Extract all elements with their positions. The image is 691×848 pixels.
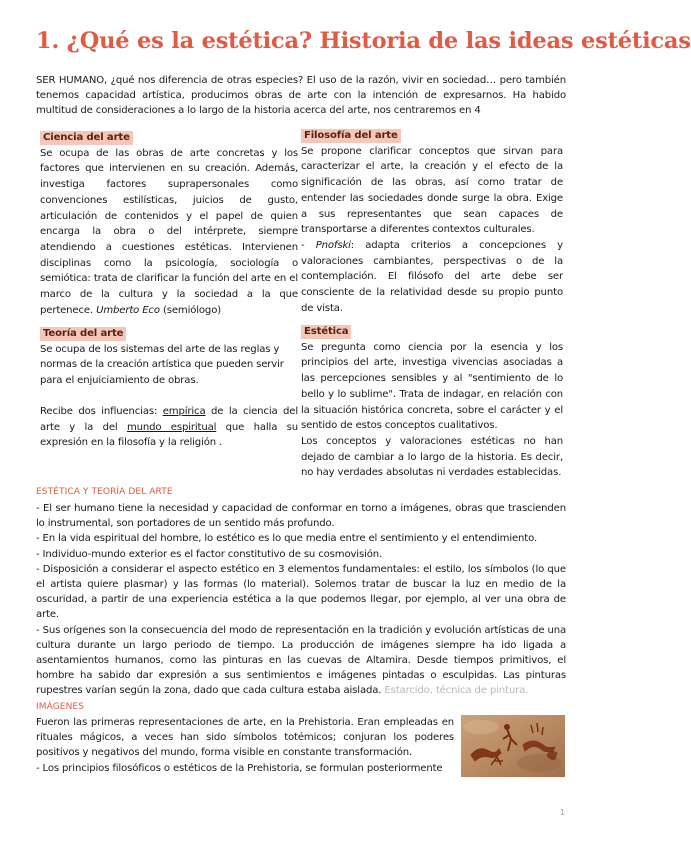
ciencia-author-note: (semiólogo) [162,304,222,316]
page-number: 1 [560,808,566,817]
filosofia-section [301,128,563,316]
filosofia-heading: Filosofía del arte [301,129,401,143]
ciencia-text: Se ocupa de las obras de arte concretas y los factores que intervienen en su creación. Además, investiga factores suprapersonales como convenciones estilísticas, juicios de gusto, articulación de contenidos y el papel de quien encarga la obra o del intérprete, siempre atendiendo a cuestiones estéticas. Intervienen disciplinas como la psicología, sociología o semiótica: trata de clarificar la función del arte en el marco de la cultura y la sociedad a la que pertenece. Umberto Eco (semiólogo) [40,147,298,316]
imagenes-text-2: - Los principios filosóficos o estéticos de la Prehistoria, se formulan posteriormente [36,762,443,774]
list-item: - Sus orígenes son la consecuencia del modo de representación en la tradición y evolución artísticas de una cultura durante un largo periodo de tiempo. La producción de imágenes siempre ha ido ligada a asentamientos humanos, como las pinturas en las cuevas de Altamira. Desde tiempos primitivos, el hombre ha sabido dar expresión a sus sentimientos e imágenes pintadas o esculpidas. Las pinturas rupestres varían según la zona, dado que cada cultura estaba aislada. Estarcido, técnica de pintura. [36,624,566,697]
estetica-section [301,324,563,481]
list-item: - El ser humano tiene la necesidad y capacidad de conformar en torno a imágenes, obras que trascienden lo instrumental, son portadores de un sentido más profundo. [36,503,566,530]
estetica-text: Se pregunta como ciencia por la esencia y los principios del arte, investiga vivencias asociadas a las percepciones sensibles y al "sentimiento de lo bello y lo sublime". Trata de indagar, en relación con la situación histórica concreta, sobre el carácter y el sentido de estos conceptos cualitativos. [301,341,563,432]
cave-painting-illustration [461,715,565,777]
teoria-section [40,326,298,451]
list-item: - Individuo-mundo exterior es el factor constitutivo de su cosmovisión. [36,548,383,560]
teoria-text: Se ocupa de los sistemas del arte de las reglas y normas de la creación artística que pueden servir para el enjuiciamiento de obras. [40,343,284,387]
section-title-imagenes: IMÁGENES [36,702,85,712]
list-item: - Disposición a considerar el aspecto estético en 3 elementos fundamentales: el estilo, los símbolos (lo que el artista quiere plasmar) y las formas (lo material). Solemos tratar de buscar la luz en medio de la oscuridad, a partir de una experiencia estética a la que podemos llegar, por ejemplo, al ver una obra de arte. [36,563,566,621]
estetica-teoria-body [36,501,566,699]
teoria-heading: Teoría del arte [40,327,126,341]
intro-paragraph: SER HUMANO, ¿qué nos diferencia de otras especies? El uso de la razón, vivir en sociedad… pero también tenemos capacidad artística, producimos obras de arte con la intención de expresarnos. Ha habido multitud de consideraciones a lo largo de la historia acerca del arte, nos centraremos en 4 [36,75,566,116]
imagenes-body [36,715,454,776]
filosofia-text: Se propone clarificar conceptos que sirvan para caracterizar el arte, la creación y el efecto de la significación de las obras, así como tratar de entender las sociedades donde surge la obra. Exige a sus representantes que sean capaces de transportarse a diferentes contextos culturales. [301,145,563,236]
page-title: 1. ¿Qué es la estética? Historia de las ideas estéticas [36,28,691,54]
estetica-text-2: Los conceptos y valoraciones estéticas no han dejado de cambiar a lo largo de la historia. Es decir, no hay verdades absolutas ni verdades establecidas. [301,435,563,479]
estetica-heading: Estética [301,325,351,339]
teoria-influences: Recibe dos influencias: empírica de la ciencia del arte y la del mundo espiritual que halla su expresión en la filosofía y la religión . [40,405,298,449]
ciencia-section [40,130,298,318]
list-item: - En la vida espiritual del hombre, lo estético es lo que media entre el sentimiento y el entendimiento. [36,533,538,545]
imagenes-text: Fueron las primeras representaciones de arte, en la Prehistoria. Eran empleadas en rituales mágicos, a veces han sido símbolos totémicos; conjuran los poderes positivos y negativos del mundo, forma visible en constante transformación. [36,717,454,759]
section-title-estetica-teoria: ESTÉTICA Y TEORÍA DEL ARTE [36,487,173,497]
faded-note: Estarcido, técnica de pintura. [381,685,529,697]
pnofski-text: - Pnofski: adapta criterios a concepciones y valoraciones cambiantes, perspectivas o de la contemplación. El filósofo del arte debe ser consciente de la relatividad desde su propio punto de vista. [301,239,563,314]
ciencia-author: Umberto Eco [96,304,160,316]
cave-painting-image [461,715,565,777]
ciencia-heading: Ciencia del arte [40,131,133,145]
